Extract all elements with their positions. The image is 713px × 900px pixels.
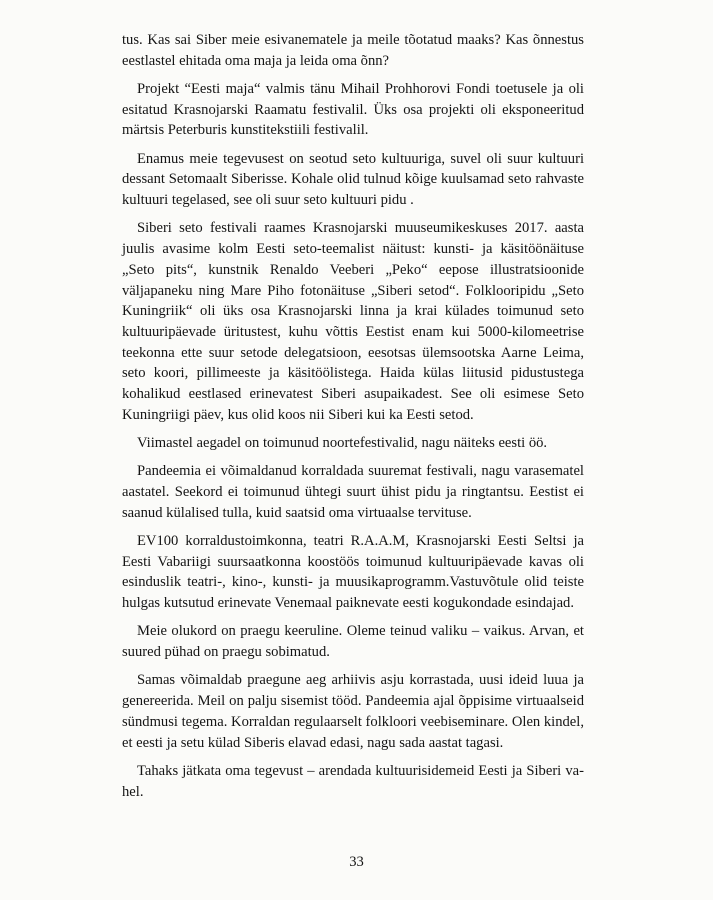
paragraph: EV100 korraldustoimkonna, teatri R.A.A.M, Krasnojarski Eesti Seltsi ja Eesti Vabariigi suursaatkonna koostöös toimunud kultuuripäevade kavas oli esinduslik teatri-, kino-, kunsti- ja muusikaprogramm.Vastuvõtule olid teiste hulgas kutsutud erinevate Venemaal paiknevate eesti kogukondade esindajad. xyxy=(122,533,584,612)
body-text xyxy=(122,30,584,810)
paragraph: Meie olukord on praegu keeruline. Oleme teinud valiku – vaikus. Arvan, et suured pühad on praegu sobimatud. xyxy=(122,623,584,661)
paragraph: Viimastel aegadel on toimunud noortefestivalid, nagu näiteks eesti öö. xyxy=(137,435,548,452)
paragraph: Pandeemia ei võimaldanud korraldada suuremat festivali, nagu varasematel aastatel. Seekord ei toimunud ühtegi suurt ühist pidu ja ringtantsu. Eestist ei saanud külalised tulla, kuid saatsid oma virtuaalse tervituse. xyxy=(122,463,584,521)
paragraph-continued: tus. Kas sai Siber meie esivanematele ja meile tõotatud maaks? Kas õnnestus eestlastel ehitada oma maja ja leida oma õnn? xyxy=(122,32,584,69)
paragraph: Enamus meie tegevusest on seotud seto kultuuriga, suvel oli suur kultuuri dessant Setomaalt Siberisse. Kohale olid tulnud kõige kuulsamad seto rahvaste kultuuri tegelased, see oli suur seto kultuuri pidu . xyxy=(122,150,584,209)
paragraph: Siberi seto festivali raames Krasnojarski muuseumikeskuses 2017. aasta juulis avasime kolm Eesti seto-teemalist näitust: kunsti- ja käsitöönäituse „Seto pits“, kunstnik Renaldo Veeberi „Peko“ eepose illustratsioonide väljapaneku ning Mare Piho fotonäituse „Siberi setod“. Folklooripidu „Seto Kuningriik“ oli üks osa Krasnojarski linna ja krai külades toimunud seto kultuuripäevade üritustest, kuhu võttis Eestist enam kui 5000-kilomeetrise teekonna ette suur setode delegatsioon, eesotsas ülemsootska Aarne Leima, seto koori, pillimeeste ja käsitöölistega. Haida külas liitusid pidustustega kohalikud eestlased erinevatest Siberi asupaikadest. See oli esimese Seto Kuningriigi päev, kus olid koos nii Siberi kui ka Eesti setod. xyxy=(122,220,584,423)
page-number: 33 xyxy=(349,854,364,870)
paragraph: Samas võimaldab praegune aeg arhiivis asju korrastada, uusi ideid luua ja genereerida. Meil on palju sisemist tööd. Pandeemia ajal õppisime virtuaalseid sündmusi tegema. Korraldan regulaarselt folkloori veebiseminare. Olen kindel, et eesti ja setu külad Siberis elavad edasi, nagu sada aastat tagasi. xyxy=(122,672,584,751)
paragraph: Projekt “Eesti maja“ valmis tänu Mihail Prohhorovi Fondi toetusele ja oli esitatud Krasnojarski Raamatu festivalil. Üks osa projekti oli eksponeeritud märtsis Peterburis kunstitekstiili festivalil. xyxy=(122,81,584,139)
paragraph: Tahaks jätkata oma tegevust – arendada kultuurisidemeid Eesti ja Siberi vahel. xyxy=(122,762,584,800)
